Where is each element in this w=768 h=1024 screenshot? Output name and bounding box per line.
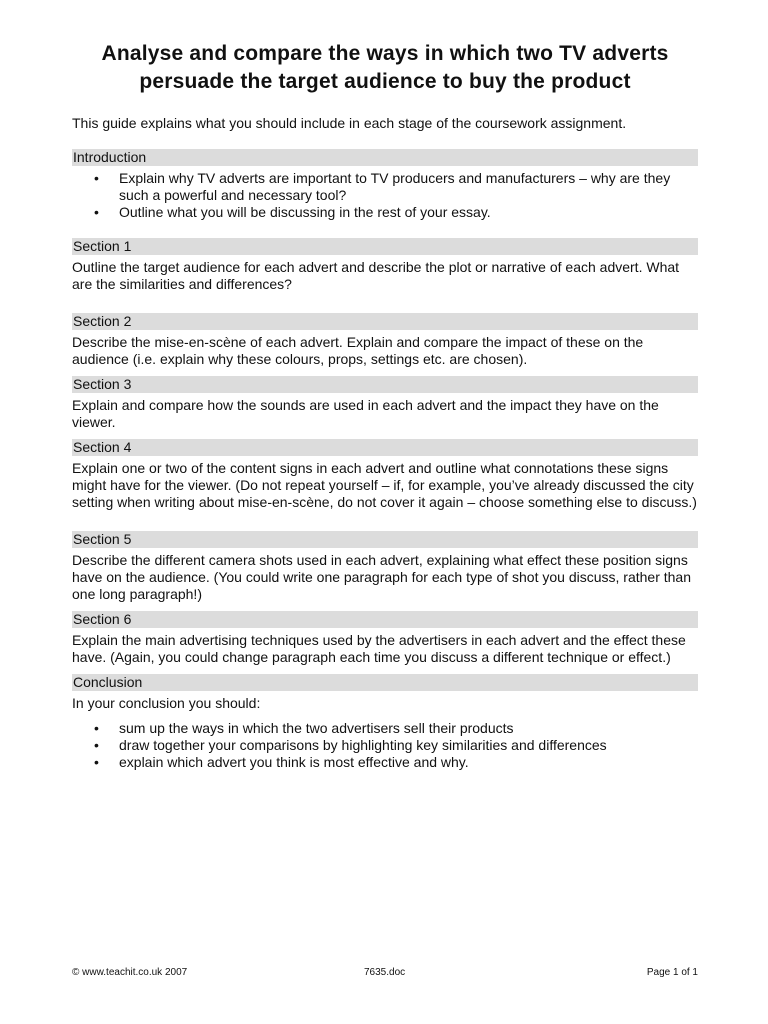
section-5-text: Describe the different camera shots used in each advert, explaining what effect these position signs have on the audience. (You could write one paragraph for each type of shot you discuss, rather than one long paragraph!): [72, 552, 691, 602]
intro-paragraph: This guide explains what you should include in each stage of the coursework assignment.: [72, 115, 627, 131]
section-1-text: Outline the target audience for each advert and describe the plot or narrative of each advert. What are the similarities and differences?: [72, 259, 680, 292]
section-5-heading: Section 5: [72, 531, 698, 548]
section-4-text: Explain one or two of the content signs in each advert and outline what connotations these signs might have for the viewer. (Do not repeat yourself – if, for example, you’ve already discussed the city setting when writing about mise-en-scène, do not cover it again – choose something else to discuss.): [72, 460, 697, 510]
title-line-1: Analyse and compare the ways in which two TV adverts: [101, 42, 669, 65]
bullet-icon: •: [94, 720, 99, 736]
footer-copyright: © www.teachit.co.uk 2007: [72, 967, 188, 978]
list-item: • Outline what you will be discussing in the rest of your essay.: [94, 204, 491, 220]
bullet-icon: •: [94, 754, 99, 770]
bullet-icon: •: [94, 170, 99, 186]
page-footer: [72, 966, 698, 980]
bullet-icon: •: [94, 204, 99, 220]
section-6-text: Explain the main advertising techniques used by the advertisers in each advert and the effect these have. (Again, you could change paragraph each time you discuss a different technique or effect.): [72, 632, 686, 665]
conclusion-bullet-list: [72, 720, 698, 771]
section-3-text: Explain and compare how the sounds are used in each advert and the impact they have on the viewer.: [72, 397, 659, 430]
conclusion-text: In your conclusion you should:: [72, 695, 261, 711]
bullet-icon: •: [94, 737, 99, 753]
list-item: • explain which advert you think is most effective and why.: [94, 754, 469, 770]
document-page: [72, 40, 698, 771]
section-3-heading: Section 3: [72, 376, 698, 393]
section-6-heading: Section 6: [72, 611, 698, 628]
list-item: • Explain why TV adverts are important to TV producers and manufacturers – why are they such a powerful and necessary tool?: [94, 170, 671, 203]
title-line-2: persuade the target audience to buy the product: [139, 70, 631, 93]
conclusion-heading: Conclusion: [72, 674, 698, 691]
section-2-text: Describe the mise-en-scène of each advert. Explain and compare the impact of these on the audience (i.e. explain why these colours, props, settings etc. are chosen).: [72, 334, 644, 367]
footer-page-number: Page 1 of 1: [646, 967, 698, 978]
section-4-heading: Section 4: [72, 439, 698, 456]
list-item: • draw together your comparisons by highlighting key similarities and differences: [94, 737, 607, 753]
section-1-heading: Section 1: [72, 238, 698, 255]
page-title: [72, 40, 698, 96]
introduction-heading: Introduction: [72, 149, 698, 166]
section-2-heading: Section 2: [72, 313, 698, 330]
footer-doc-id: 7635.doc: [364, 967, 406, 978]
list-item: • sum up the ways in which the two advertisers sell their products: [94, 720, 514, 736]
introduction-bullet-list: [72, 170, 698, 221]
